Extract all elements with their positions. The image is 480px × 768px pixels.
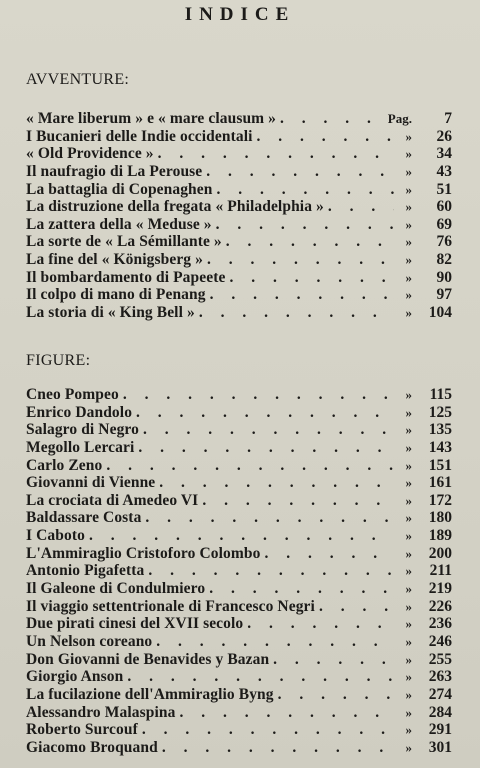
index-entry [26,386,452,404]
index-entry [26,686,452,704]
index-entry [26,216,452,234]
page-marker: » [405,616,412,632]
index-entry [26,198,452,216]
entry-title: Due pirati cinesi del XVII secolo [26,615,244,633]
index-entry [26,181,452,199]
entry-title: « Old Providence » [26,145,154,163]
page-marker: » [405,563,412,579]
index-entry [26,163,452,181]
index-entry [26,651,452,669]
page-number: 34 [436,145,452,163]
page-number: 90 [436,268,452,286]
dot-leader [216,181,394,199]
entry-title: Alessandro Malaspina [26,703,176,721]
entry-title: Il naufragio di La Perouse [26,162,203,180]
avventure-list [26,110,452,322]
index-entry [26,304,452,322]
page-marker: » [405,305,412,321]
entry-title: « Mare liberum » e « mare clausum » [26,110,277,127]
index-entry [26,474,452,492]
dot-leader [226,233,394,251]
page-marker: » [405,739,412,755]
page-marker: » [405,722,412,738]
dot-leader [158,145,394,163]
page-number: 263 [428,668,452,686]
dot-leader [328,198,394,216]
dot-leader [207,251,394,269]
index-entry [26,145,452,163]
dot-leader [280,110,384,128]
entry-title: Il bombardamento di Papeete [26,268,226,286]
entry-title: La fucilazione dell'Ammiraglio Byng [26,685,274,703]
page-marker: » [405,475,412,491]
dot-leader [89,527,394,545]
page-marker: » [405,439,412,455]
index-entry [26,668,452,686]
entry-title: Antonio Pigafetta [26,562,145,580]
index-entry [26,492,452,510]
index-entry [26,251,452,269]
page-marker: » [405,387,412,402]
index-entry [26,527,452,545]
index-entry [26,457,452,475]
page-number: 219 [428,580,452,598]
page-number: 200 [428,544,452,562]
page-number: 274 [428,685,452,703]
entry-title: La fine del « Königsberg » [26,251,203,269]
page-marker: » [405,528,412,544]
index-entry [26,269,452,287]
entry-title: Il viaggio settentrionale di Francesco Negri [26,597,315,615]
entry-title: La crociata di Amedeo VI [26,491,199,509]
page-number: 82 [436,251,452,269]
page-marker: » [405,633,412,649]
index-entry [26,545,452,563]
dot-leader [138,439,394,457]
page-marker: » [405,651,412,667]
dot-leader [319,598,394,616]
page-number: 51 [436,180,452,198]
index-entry [26,562,452,580]
dot-leader [199,304,394,322]
page-number: 189 [428,527,452,545]
page-number: 246 [428,632,452,650]
page-marker: » [405,269,412,285]
page-number: 172 [428,491,452,509]
page-marker: » [405,669,412,685]
page-number: 7 [444,110,452,127]
page-marker: » [405,216,412,232]
entry-title: Il colpo di mano di Penang [26,286,206,304]
page-marker: » [405,181,412,197]
page-number: 151 [428,456,452,474]
dot-leader [143,421,394,439]
dot-leader [145,509,394,527]
entry-title: La distruzione della fregata « Philadelphia » [26,198,324,216]
index-entry [26,598,452,616]
entry-title: L'Ammiraglio Cristoforo Colombo [26,544,261,562]
entry-title: Giovanni di Vienne [26,474,156,492]
page-marker: » [405,598,412,614]
section-heading-avventure: AVVENTURE: [26,71,130,88]
section-heading-figure: FIGURE: [26,352,91,369]
index-entry [26,509,452,527]
page-number: 60 [436,198,452,216]
page-marker: » [405,510,412,526]
dot-leader [136,404,394,422]
dot-leader [216,216,394,234]
dot-leader [278,686,394,704]
entry-title: I Bucanieri delle Indie occidentali [26,127,253,145]
page-marker: » [405,128,412,144]
page-number: 211 [429,562,452,580]
figure-list [26,386,452,756]
entry-title: Salagro di Negro [26,421,139,439]
page-marker: » [405,492,412,508]
dot-leader [148,562,394,580]
entry-title: Don Giovanni de Benavides y Bazan [26,650,270,668]
page-marker: » [405,199,412,215]
entry-title: Carlo Zeno [26,456,103,474]
index-entry [26,128,452,146]
page-number: 69 [436,215,452,233]
dot-leader [106,457,394,475]
page-marker: » [405,704,412,720]
page-number: 284 [428,703,452,721]
entry-title: La zattera della « Meduse » [26,215,212,233]
page-number: 76 [436,233,452,251]
index-entry [26,439,452,457]
page-number: 291 [428,721,452,739]
dot-leader [162,739,394,757]
index-entry [26,739,452,757]
page-number: 236 [428,615,452,633]
page-marker: » [405,252,412,268]
page-marker: » [405,404,412,420]
page-number: 135 [428,421,452,439]
page-title: INDICE [184,4,296,25]
index-entry [26,704,452,722]
index-entry [26,721,452,739]
index-entry [26,286,452,304]
entry-title: La battaglia di Copenaghen [26,180,213,198]
entry-title: La sorte de « La Sémillante » [26,233,222,251]
index-entry [26,421,452,439]
page-number: 104 [428,304,452,322]
dot-leader [229,269,394,287]
dot-leader [159,474,394,492]
page-marker: » [405,686,412,702]
entry-title: Roberto Surcouf [26,721,138,739]
entry-title: Megollo Lercari [26,438,135,456]
page-number: 115 [429,386,452,403]
index-entry [26,615,452,633]
page-marker: » [405,146,412,162]
entry-title: Baldassare Costa [26,509,142,527]
page-number: 143 [428,438,452,456]
dot-leader [142,721,394,739]
page-number: 26 [436,127,452,145]
page-marker: » [405,457,412,473]
dot-leader [127,668,394,686]
dot-leader [257,128,394,146]
page-number: 43 [436,162,452,180]
index-entry [26,633,452,651]
page-number: 255 [428,650,452,668]
dot-leader [273,651,394,669]
dot-leader [264,545,394,563]
page-number: 301 [428,738,452,756]
page-number: 97 [436,286,452,304]
page-number: 161 [428,474,452,492]
page-marker: » [405,422,412,438]
entry-title: Il Galeone di Condulmiero [26,580,206,598]
page-number: 180 [428,509,452,527]
dot-leader [209,580,394,598]
page-number: 125 [428,403,452,421]
page-marker: » [405,545,412,561]
index-entry [26,233,452,251]
page-marker: » [405,234,412,250]
page-number: 226 [428,597,452,615]
dot-leader [156,633,394,651]
page-marker: » [405,581,412,597]
dot-leader [206,163,394,181]
entry-title: I Caboto [26,527,85,545]
dot-leader [202,492,394,510]
page-marker: Pag. [387,111,412,126]
dot-leader [210,286,394,304]
entry-title: Giacomo Broquand [26,738,158,756]
dot-leader [123,386,394,404]
index-entry [26,580,452,598]
entry-title: La storia di « King Bell » [26,304,195,322]
page-marker: » [405,163,412,179]
entry-title: Cneo Pompeo [26,386,119,403]
dot-leader [179,704,394,722]
entry-title: Un Nelson coreano [26,632,153,650]
entry-title: Giorgio Anson [26,668,124,686]
page-marker: » [405,287,412,303]
dot-leader [247,615,394,633]
index-entry [26,110,452,128]
index-entry [26,404,452,422]
entry-title: Enrico Dandolo [26,403,133,421]
